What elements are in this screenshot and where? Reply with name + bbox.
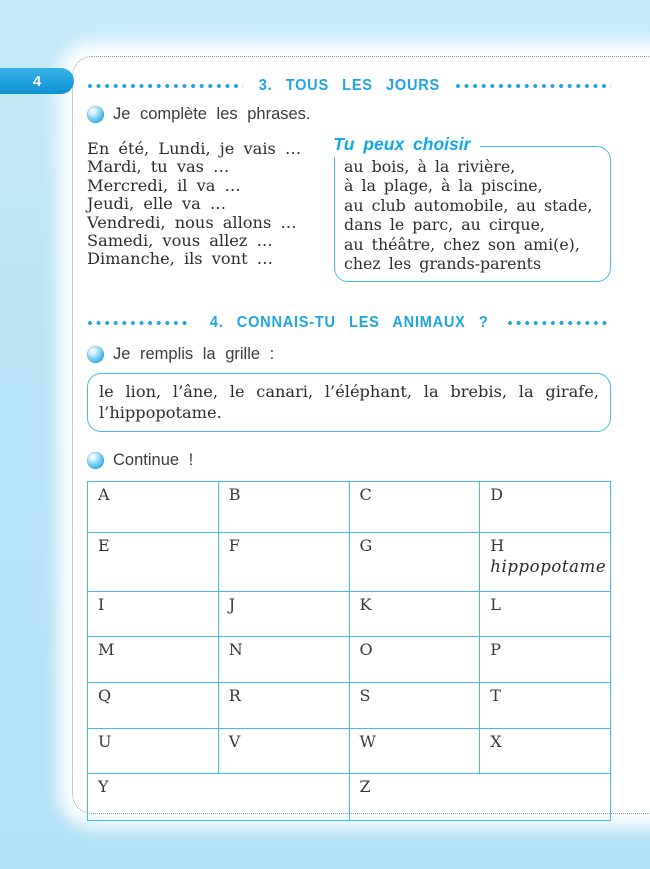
grid-cell-s: S: [349, 683, 480, 729]
grid-row: [88, 482, 611, 533]
grid-row: [88, 592, 611, 637]
section-4-instruction: [87, 345, 611, 364]
choice-line: à la plage, à la piscine,: [344, 176, 543, 196]
glossy-ball-icon: [87, 452, 104, 469]
workbook-page: [72, 56, 650, 814]
section-3-title: 3. TOUS LES JOURS: [258, 77, 440, 94]
day-phrase: Mardi, tu vas …: [87, 157, 230, 177]
continue-text: Continue !: [113, 451, 194, 470]
grid-cell-o: O: [349, 637, 480, 683]
dotted-leader-right: [507, 320, 611, 326]
grid-cell-m: M: [88, 637, 219, 683]
grid-cell-l: L: [480, 592, 611, 637]
day-phrase: En été, Lundi, je vais …: [87, 139, 302, 158]
grid-cell-c: C: [349, 482, 480, 533]
section-3-body: [87, 134, 611, 282]
page-number-tab: [0, 68, 74, 94]
choice-line: chez les grands-parents: [344, 254, 542, 274]
grid-cell-v: V: [218, 729, 349, 774]
grid-cell-r: R: [218, 683, 349, 729]
grid-cell-t: T: [480, 683, 611, 729]
animal-words-line: l’hippopotame.: [99, 403, 222, 423]
grid-cell-b: B: [218, 482, 349, 533]
grid-cell-k: K: [349, 592, 480, 637]
day-phrase: Mercredi, il va …: [87, 175, 241, 195]
grid-cell-q: Q: [88, 683, 219, 729]
dotted-leader-right: [455, 83, 611, 89]
grid-cell-p: P: [480, 637, 611, 683]
grid-row: [88, 729, 611, 774]
choice-line: au bois, à la rivière,: [344, 157, 516, 176]
choice-box-wrap: [334, 134, 611, 282]
choice-line: au club automobile, au stade,: [344, 195, 593, 215]
grid-cell-d: D: [480, 482, 611, 533]
glossy-ball-icon: [87, 346, 104, 363]
day-phrase: Dimanche, ils vont …: [87, 249, 273, 269]
grid-cell-x: X: [480, 729, 611, 774]
day-phrase: Jeudi, elle va …: [87, 194, 227, 214]
animal-words-box: [87, 373, 611, 432]
alphabet-grid: [87, 481, 611, 821]
section-4-instruction-text: Je remplis la grille :: [113, 345, 275, 364]
grid-row: [88, 683, 611, 729]
section-3-instruction: [87, 105, 611, 124]
continue-instruction: [87, 451, 611, 470]
grid-cell-i: I: [88, 592, 219, 637]
section-4-heading: [87, 314, 611, 332]
choice-line: au théâtre, chez son ami(e),: [344, 234, 580, 254]
choice-box: [333, 134, 611, 282]
grid-cell-e: E: [88, 533, 219, 592]
page-content: [87, 77, 611, 821]
grid-cell-y: Y: [88, 774, 350, 821]
glossy-ball-icon: [87, 106, 104, 123]
grid-cell-u: U: [88, 729, 219, 774]
grid-cell-h-letter: H: [490, 536, 505, 556]
grid-cell-a: A: [88, 482, 219, 533]
grid-cell-h: [480, 533, 611, 592]
grid-cell-j: J: [218, 592, 349, 637]
dotted-leader-left: [87, 83, 243, 89]
grid-cell-z: Z: [349, 774, 611, 821]
grid-row: [88, 637, 611, 683]
page-number: 4: [32, 72, 42, 90]
dotted-leader-left: [87, 320, 191, 326]
animal-words-line: le lion, l’âne, le canari, l’éléphant, la brebis, la girafe,: [99, 382, 599, 402]
day-phrase: Samedi, vous allez …: [87, 231, 273, 251]
grid-row: [88, 533, 611, 592]
grid-row: [88, 774, 611, 821]
grid-cell-n: N: [218, 637, 349, 683]
grid-cell-f: F: [218, 533, 349, 592]
choice-line: dans le parc, au cirque,: [344, 215, 545, 235]
section-3-heading: [87, 77, 611, 95]
section-3-instruction-text: Je complète les phrases.: [113, 105, 311, 123]
grid-cell-g: G: [349, 533, 480, 592]
grid-cell-w: W: [349, 729, 480, 774]
choice-box-title: Tu peux choisir: [333, 134, 480, 157]
day-phrases-list: [87, 140, 334, 269]
section-4-title: 4. CONNAIS-TU LES ANIMAUX ?: [209, 314, 489, 332]
day-phrase: Vendredi, nous allons …: [87, 212, 297, 232]
handwritten-answer: hippopotame: [490, 557, 607, 577]
